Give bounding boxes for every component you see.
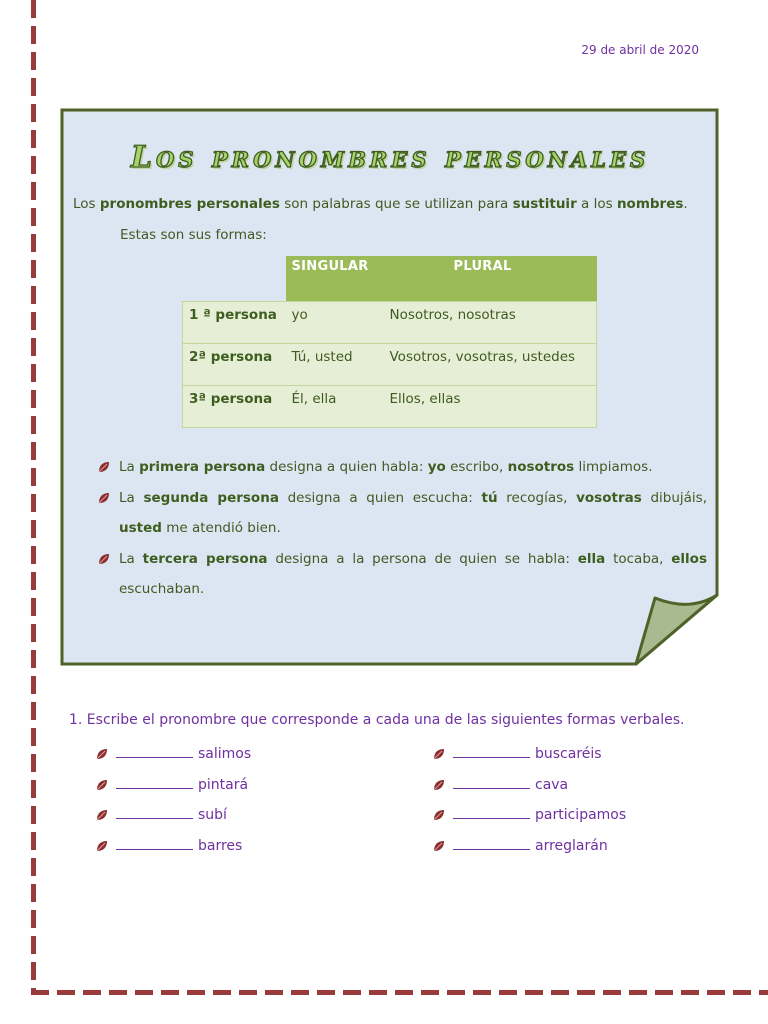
- answer-blank[interactable]: [116, 743, 193, 758]
- table-header-row: [183, 256, 597, 302]
- table-header-empty: [183, 256, 286, 302]
- exercise-item: [95, 834, 251, 865]
- intro-paragraph: Los pronombres personales son palabras que se utilizan para sustituir a los nombres.: [73, 196, 688, 212]
- answer-blank[interactable]: [116, 804, 193, 819]
- exercise-column-right: [432, 742, 626, 864]
- date-label: 29 de abril de 2020: [581, 43, 699, 57]
- verb-form: subí: [198, 807, 227, 823]
- verb-form: barres: [198, 837, 243, 854]
- page-title: Los pronombres personales: [130, 140, 650, 175]
- singular-cell: yo: [286, 302, 384, 344]
- leaf-bullet-icon: [432, 808, 446, 822]
- exercise-item: [95, 803, 251, 834]
- verb-form: participamos: [535, 807, 627, 823]
- exercise-item: [432, 773, 626, 804]
- answer-blank[interactable]: [116, 774, 193, 789]
- table-row: [183, 302, 597, 344]
- persona-cell: 3ª persona: [183, 386, 286, 428]
- leaf-bullet-icon: [95, 808, 109, 822]
- persona-cell: 2ª persona: [183, 344, 286, 386]
- forms-label: Estas son sus formas:: [120, 227, 267, 243]
- verb-form: salimos: [198, 746, 252, 762]
- leaf-bullet-icon: [97, 460, 111, 474]
- answer-blank[interactable]: [453, 743, 530, 758]
- verb-form: buscaréis: [535, 746, 602, 762]
- exercise-item: [432, 742, 626, 773]
- page-border-bottom: [31, 990, 768, 995]
- table-header-plural: PLURAL: [384, 256, 597, 302]
- verb-form: cava: [535, 776, 569, 793]
- pronoun-table: [182, 256, 597, 428]
- singular-cell: Él, ella: [286, 386, 384, 428]
- verb-form: arreglarán: [535, 837, 608, 854]
- leaf-bullet-icon: [432, 747, 446, 761]
- exercise-item: [432, 834, 626, 865]
- persona-cell: 1 ª persona: [183, 302, 286, 344]
- plural-cell: Vosotros, vosotras, ustedes: [384, 344, 597, 386]
- plural-cell: Ellos, ellas: [384, 386, 597, 428]
- exercise-column-left: [95, 742, 251, 864]
- rules-list: [97, 452, 707, 605]
- exercise-item: [432, 803, 626, 834]
- leaf-bullet-icon: [97, 552, 111, 566]
- answer-blank[interactable]: [453, 835, 530, 850]
- exercise-instruction: 1. Escribe el pronombre que corresponde a cada una de las siguientes formas verbales.: [69, 712, 685, 728]
- list-item: La segunda persona designa a quien escucha: tú recogías, vosotras dibujáis, usted me atendió bien.: [97, 483, 707, 544]
- answer-blank[interactable]: [116, 835, 193, 850]
- list-item: La primera persona designa a quien habla: yo escribo, nosotros limpiamos.: [97, 452, 707, 483]
- leaf-bullet-icon: [95, 747, 109, 761]
- exercise-item: [95, 773, 251, 804]
- leaf-bullet-icon: [432, 778, 446, 792]
- leaf-bullet-icon: [432, 839, 446, 853]
- table-header-singular: SINGULAR: [286, 256, 384, 302]
- exercise-item: [95, 742, 251, 773]
- verb-form: pintará: [198, 776, 249, 793]
- list-item: La tercera persona designa a la persona de quien se habla: ella tocaba, ellos escuchaban.: [97, 544, 707, 605]
- leaf-bullet-icon: [97, 491, 111, 505]
- leaf-bullet-icon: [95, 839, 109, 853]
- table-row: [183, 386, 597, 428]
- answer-blank[interactable]: [453, 804, 530, 819]
- answer-blank[interactable]: [453, 774, 530, 789]
- leaf-bullet-icon: [95, 778, 109, 792]
- plural-cell: Nosotros, nosotras: [384, 302, 597, 344]
- table-row: [183, 344, 597, 386]
- singular-cell: Tú, usted: [286, 344, 384, 386]
